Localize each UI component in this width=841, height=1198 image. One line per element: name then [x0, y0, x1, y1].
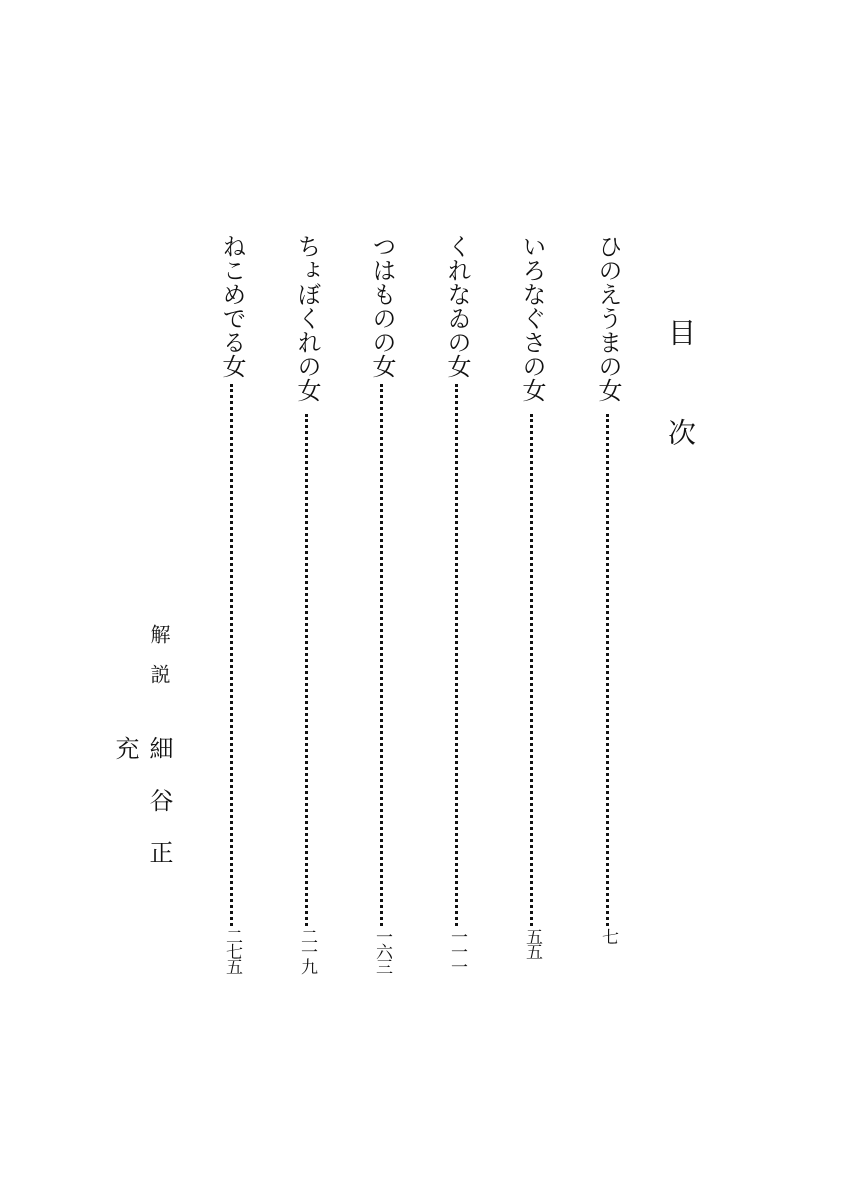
- entry-page-number: 一一一: [447, 928, 467, 973]
- dot-leader: [455, 384, 462, 926]
- entry-page-number: 二一九: [297, 928, 317, 973]
- entry-page-number: 五五: [522, 928, 542, 958]
- page-title: 目次: [664, 318, 697, 518]
- commentary-label: 解説: [147, 624, 171, 704]
- entry-page-number: 二七五: [222, 928, 242, 973]
- dot-leader: [380, 384, 387, 926]
- entry-title: くれなゐの女: [443, 234, 471, 378]
- toc-entry[interactable]: [290, 234, 324, 974]
- dot-leader: [305, 414, 312, 926]
- toc-entry[interactable]: [215, 234, 249, 974]
- entry-title: ねこめでる女: [218, 234, 246, 378]
- toc-entry[interactable]: [591, 234, 625, 974]
- dot-leader: [530, 414, 537, 926]
- dot-leader: [230, 384, 237, 926]
- entry-title: ちょぼくれの女: [293, 234, 321, 402]
- entry-page-number: 一六三: [372, 928, 392, 973]
- toc-entry[interactable]: [440, 234, 474, 974]
- entry-title: いろなぐさの女: [518, 234, 546, 402]
- toc-entry[interactable]: [365, 234, 399, 974]
- dot-leader: [606, 414, 613, 926]
- entry-title: つはものの女: [368, 234, 396, 378]
- commentary-entry[interactable]: [111, 624, 176, 924]
- entry-page-number: 七: [598, 928, 618, 943]
- entry-title: ひのえうまの女: [594, 234, 622, 402]
- commentary-author: 細谷正充: [111, 736, 173, 892]
- toc-entry[interactable]: [515, 234, 549, 974]
